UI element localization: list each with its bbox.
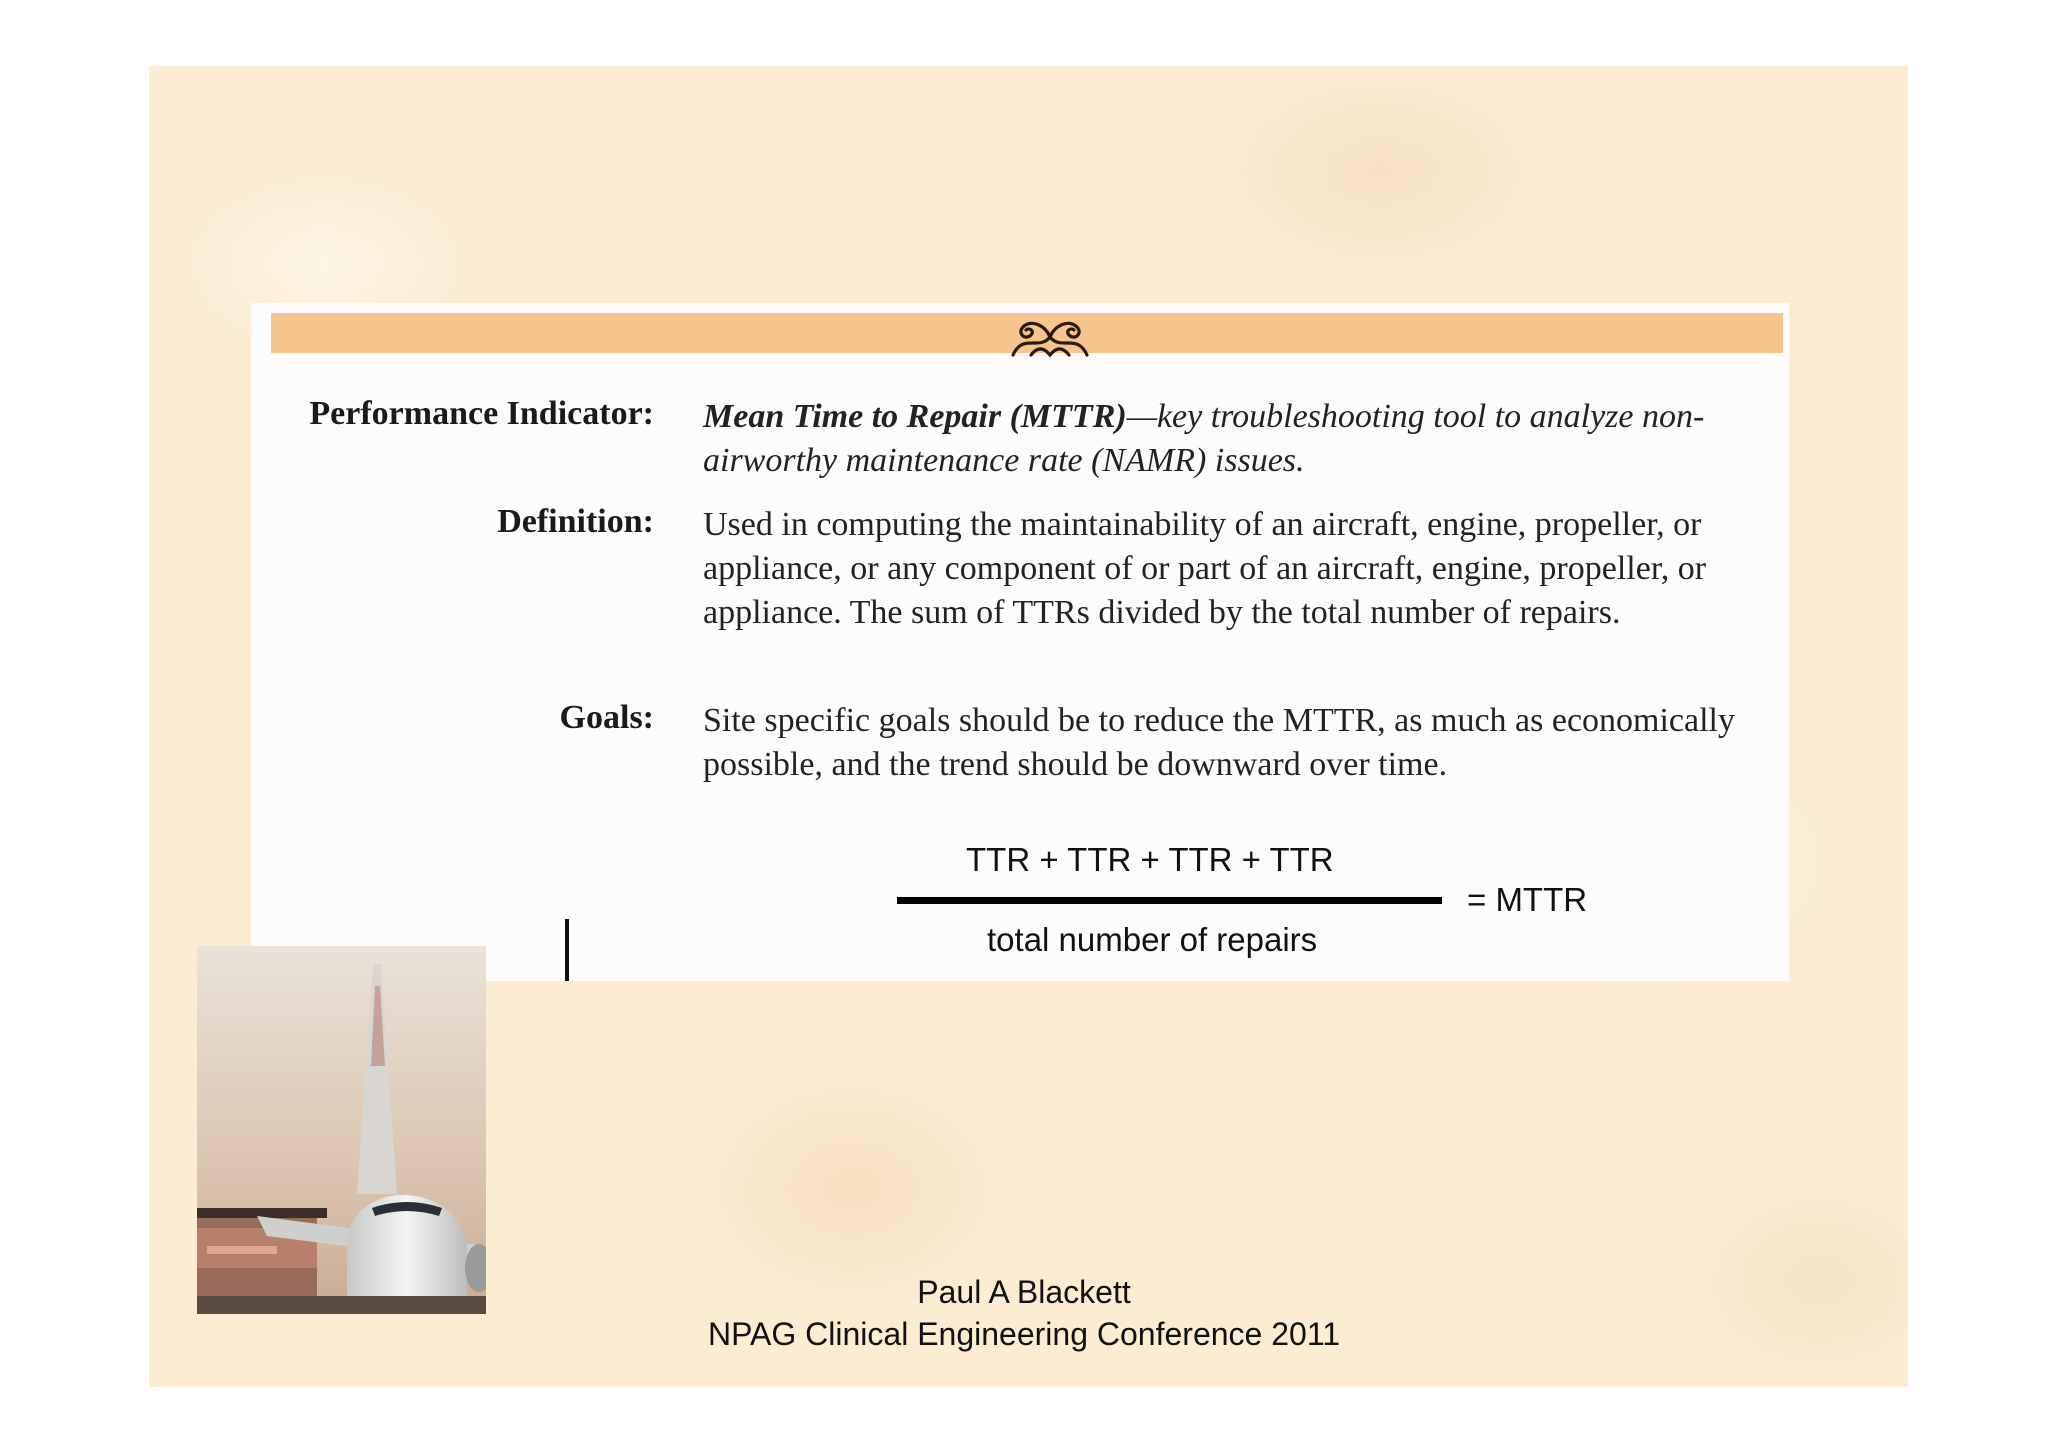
performance-indicator-label: Performance Indicator: xyxy=(309,395,654,432)
footer-event: NPAG Clinical Engineering Conference 2011 xyxy=(707,1316,1341,1352)
fraction-bar xyxy=(897,897,1442,904)
performance-indicator-text xyxy=(703,395,1783,483)
formula-numerator: TTR + TTR + TTR + TTR xyxy=(966,841,1334,878)
header-banner xyxy=(271,313,1783,353)
goals-label: Goals: xyxy=(559,699,654,736)
content-card xyxy=(251,303,1789,981)
footer-author: Paul A Blackett xyxy=(917,1274,1131,1310)
airplane-image xyxy=(197,946,486,1314)
text-cursor-bar xyxy=(565,919,569,981)
scroll-ornament-icon xyxy=(1009,315,1091,361)
goals-text: Site specific goals should be to reduce the MTTR, as much as economically possible, and the trend should be downward over time. xyxy=(703,702,1736,783)
formula-denominator: total number of repairs xyxy=(987,921,1318,958)
formula-result: = MTTR xyxy=(1467,881,1588,918)
definition-text: Used in computing the maintainability of an aircraft, engine, propeller, or appliance, or any component of or part of an aircraft, engine, propeller, or appliance. The sum of TTRs divided by the total number of repairs. xyxy=(703,506,1707,631)
airplane-photo xyxy=(197,946,486,1314)
mttr-description: —key troubleshooting tool to analyze non-airworthy maintenance rate (NAMR) issues. xyxy=(703,398,1705,479)
definition-label: Definition: xyxy=(497,503,654,540)
mttr-title: Mean Time to Repair (MTTR) xyxy=(703,398,1127,435)
